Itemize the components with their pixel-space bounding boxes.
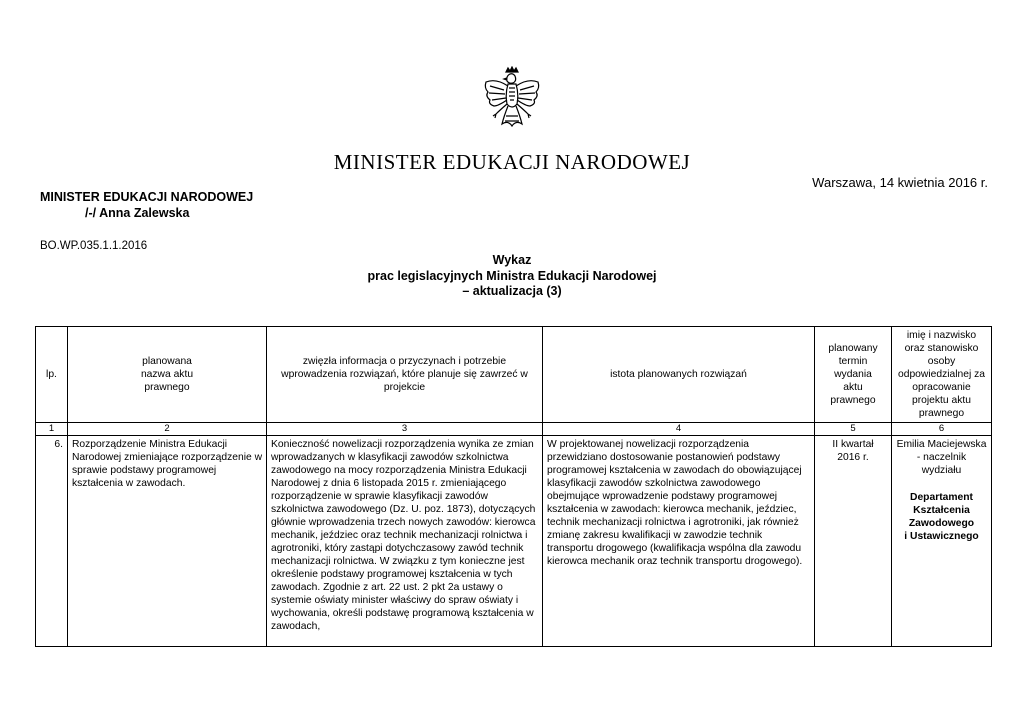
document-title-line3: – aktualizacja (3) xyxy=(462,284,562,298)
reference-number: BO.WP.035.1.1.2016 xyxy=(40,240,148,252)
document-title-line1: Wykaz xyxy=(492,253,532,267)
column-number: 1 xyxy=(36,423,68,436)
column-number: 3 xyxy=(267,423,543,436)
column-number: 2 xyxy=(68,423,267,436)
document-title xyxy=(0,253,1024,300)
legislative-work-table xyxy=(35,326,992,647)
person-name: Emilia Maciejewska xyxy=(896,439,987,450)
row-lp: 6. xyxy=(36,436,68,647)
polish-eagle-emblem xyxy=(480,66,544,136)
header-person: imię i nazwisko oraz stanowisko osoby odpowiedzialnej za opracowanie projektu aktu prawnego xyxy=(892,327,992,423)
row-term: II kwartał 2016 r. xyxy=(815,436,892,647)
header-reason: zwięzła informacja o przyczynach i potrzebie wprowadzenia rozwiązań, które planuje się zawrzeć w projekcie xyxy=(267,327,543,423)
column-number: 5 xyxy=(815,423,892,436)
department-line: i Ustawicznego xyxy=(904,531,979,542)
person-role: - naczelnik wydziału xyxy=(916,452,967,476)
table-number-row xyxy=(36,423,992,436)
row-reason: Konieczność nowelizacji rozporządzenia wynika ze zmian wprowadzanych w klasyfikacji zawodów szkolnictwa zawodowego na mocy rozporządzenia Ministra Edukacji Narodowej z dnia 6 listopada 2015 r. zmieniającego rozporządzenie w sprawie klasyfikacji zawodów szkolnictwa zawodowego (Dz. U. poz. 1873), dotyczących głównie wprowadzenia trzech nowych zawodów: kierowca mechanik, jeździec oraz technik mechanizacji rolnictwa i agrotroniki, który zastąpi dotychczasowy zawód technik mechanizacji rolnictwa. W związku z tym konieczne jest określenie podstawy programowej kształcenia w tych zawodach. Zgodnie z art. 22 ust. 2 pkt 2a ustawy o systemie oświaty minister właściwy do spraw oświaty i wychowania, określi podstawę programową kształcenia w zawodach, xyxy=(267,436,543,647)
department-name xyxy=(896,491,987,543)
signature-title: MINISTER EDUKACJI NARODOWEJ xyxy=(40,190,254,204)
department-line: Kształcenia xyxy=(913,505,970,516)
column-number: 6 xyxy=(892,423,992,436)
document-date: Warszawa, 14 kwietnia 2016 r. xyxy=(812,175,988,190)
header-term: planowany termin wydania aktu prawnego xyxy=(815,327,892,423)
ministry-header-title: MINISTER EDUKACJI NARODOWEJ xyxy=(333,150,691,174)
header-lp: lp. xyxy=(36,327,68,423)
column-number: 4 xyxy=(543,423,815,436)
document-title-line2: prac legislacyjnych Ministra Edukacji Narodowej xyxy=(367,268,657,283)
header-act-name: planowana nazwa aktu prawnego xyxy=(68,327,267,423)
row-essence: W projektowanej nowelizacji rozporządzenia przewidziano dostosowanie postanowień podstawy programowej kształcenia w zawodach do obowiązującej klasyfikacji zawodów szkolnictwa zawodowego obejmujące wprowadzenie podstawy programowej kształcenia w zawodach: kierowca mechanik, jeździec, technik mechanizacji rolnictwa i agrotroniki, jak również zmianę zakresu kwalifikacji w zawodzie technik transportu drogowego (kwalifikacja wspólna dla zawodu kierowca mechanik oraz technik transportu drogowego). xyxy=(543,436,815,647)
table-header-row xyxy=(36,327,992,423)
row-act-name: Rozporządzenie Ministra Edukacji Narodowej zmieniające rozporządzenie w sprawie podstawy programowej kształcenia w zawodach. xyxy=(68,436,267,647)
header-essence: istota planowanych rozwiązań xyxy=(543,327,815,423)
department-line: Departament xyxy=(910,492,973,503)
department-line: Zawodowego xyxy=(908,518,975,529)
responsible-person xyxy=(896,438,987,477)
signature-name: /-/ Anna Zalewska xyxy=(85,206,190,220)
row-responsible-person xyxy=(892,436,992,647)
table-row xyxy=(36,436,992,647)
signature-block xyxy=(40,190,253,220)
